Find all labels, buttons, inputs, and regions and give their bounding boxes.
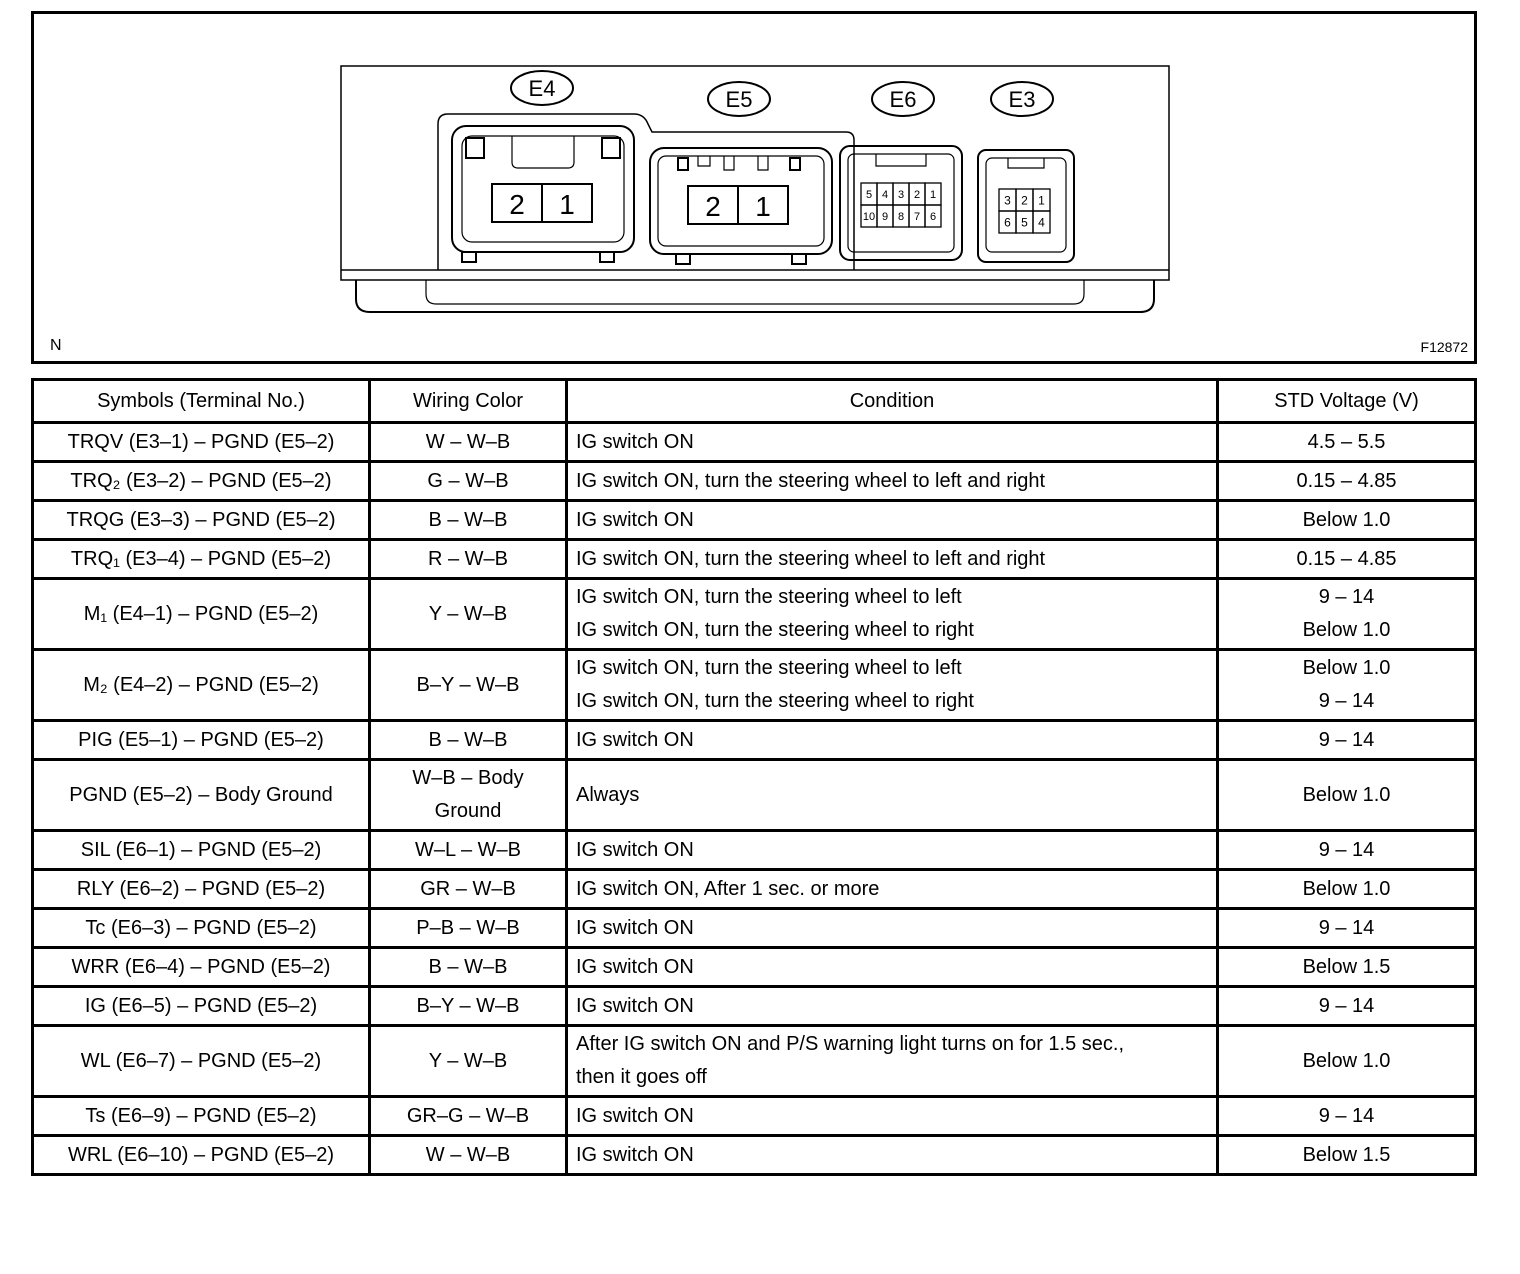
condition-text: IG switch ON [576,838,694,861]
symbol-cell [33,650,370,721]
table-header-row [33,380,1476,423]
std-voltage-cell [1218,462,1476,501]
std-voltage-text: Below 1.0 [1302,657,1391,679]
condition-cell [567,948,1218,987]
symbol-text: PIG (E5–1) – PGND (E5–2) [78,728,324,751]
table-row [33,462,1476,501]
std-voltage-text: 9 – 14 [1318,1104,1375,1127]
std-voltage-cell [1218,540,1476,579]
wiring-color-text: W – W–B [425,1143,511,1166]
connector-e3 [978,82,1074,262]
condition-cell [567,423,1218,462]
table-row [33,423,1476,462]
wiring-color-text: G – W–B [427,469,509,492]
std-voltage-text: Below 1.5 [1302,1143,1391,1166]
e3-pin-1: 1 [1038,193,1045,208]
e6-pin-10: 10 [862,210,876,223]
table-row [33,540,1476,579]
header-wiring-color: Wiring Color [370,380,567,423]
condition-cell [567,987,1218,1026]
std-voltage-cell [1218,501,1476,540]
condition-text: IG switch ON, turn the steering wheel to left [576,657,962,679]
connector-e5 [650,82,832,264]
table-row [33,1026,1476,1097]
condition-text: Always [576,783,640,806]
wiring-color-cell [370,462,567,501]
wiring-color-cell [370,948,567,987]
symbol-text: Ts (E6–9) – PGND (E5–2) [85,1104,317,1127]
std-voltage-text: 9 – 14 [1318,728,1375,751]
condition-cell [567,909,1218,948]
std-voltage-cell [1218,579,1476,650]
wiring-color-text: B – W–B [428,728,508,751]
terminal-voltage-table [31,378,1477,1176]
wiring-color-cell [370,987,567,1026]
wiring-color-text: Y – W–B [428,602,508,625]
e6-label: E6 [889,87,917,112]
condition-text: IG switch ON [576,916,694,939]
e6-pin-6: 6 [929,210,937,223]
std-voltage-text: Below 1.0 [1302,1049,1391,1072]
std-voltage-text: 4.5 – 5.5 [1307,430,1386,453]
std-voltage-text: 9 – 14 [1318,994,1375,1017]
condition-text: IG switch ON [576,994,694,1017]
symbol-text: TRQV (E3–1) – PGND (E5–2) [67,430,335,453]
wiring-color-text: B – W–B [428,955,508,978]
header-symbols: Symbols (Terminal No.) [33,380,370,423]
std-voltage-cell [1218,423,1476,462]
std-voltage-text: 9 – 14 [1318,690,1375,712]
table-row [33,1136,1476,1175]
std-voltage-text: Below 1.5 [1302,955,1391,978]
condition-cell [567,1097,1218,1136]
table-row [33,948,1476,987]
wiring-color-cell [370,760,567,831]
condition-cell [567,579,1218,650]
symbol-cell [33,831,370,870]
table-row [33,650,1476,721]
symbol-text: TRQ₂ (E3–2) – PGND (E5–2) [70,469,332,492]
std-voltage-cell [1218,1097,1476,1136]
symbol-text: M₂ (E4–2) – PGND (E5–2) [83,673,319,696]
symbol-cell [33,909,370,948]
std-voltage-text: 0.15 – 4.85 [1296,469,1397,492]
symbol-text: M₁ (E4–1) – PGND (E5–2) [83,602,319,625]
e5-label: E5 [725,87,753,112]
wiring-color-cell [370,909,567,948]
condition-cell [567,870,1218,909]
wiring-color-cell [370,870,567,909]
std-voltage-cell [1218,1136,1476,1175]
symbol-cell [33,423,370,462]
symbol-text: TRQG (E3–3) – PGND (E5–2) [66,508,336,531]
condition-cell [567,760,1218,831]
wiring-color-cell [370,650,567,721]
condition-text: After IG switch ON and P/S warning light turns on for 1.5 sec., [576,1033,1125,1055]
condition-cell [567,462,1218,501]
connector-e4 [452,71,634,262]
e6-pin-3: 3 [897,188,905,201]
table-row [33,721,1476,760]
std-voltage-text: Below 1.0 [1302,783,1391,806]
std-voltage-cell [1218,870,1476,909]
e4-pin-1: 1 [559,189,575,220]
std-voltage-text: 9 – 14 [1318,838,1375,861]
wiring-color-text: GR – W–B [420,877,516,900]
std-voltage-text: Below 1.0 [1302,619,1391,641]
table-row [33,870,1476,909]
symbol-cell [33,501,370,540]
symbol-cell [33,721,370,760]
condition-text: IG switch ON [576,728,694,751]
wiring-color-text: W–B – Body [412,767,524,789]
connector-e6 [840,82,962,260]
wiring-color-cell [370,1026,567,1097]
symbol-text: WRR (E6–4) – PGND (E5–2) [71,955,331,978]
symbol-cell [33,579,370,650]
std-voltage-cell [1218,1026,1476,1097]
view-label: N [50,337,62,354]
wiring-color-text: W–L – W–B [415,838,521,861]
e5-pin-2: 2 [705,191,721,222]
std-voltage-text: 9 – 14 [1318,586,1375,608]
symbol-text: PGND (E5–2) – Body Ground [69,783,333,806]
table-row [33,909,1476,948]
ecu-connector-drawing [34,14,1474,361]
e6-pin-4: 4 [881,188,889,201]
condition-text: IG switch ON, turn the steering wheel to left and right [576,547,1046,570]
table-row [33,760,1476,831]
e3-pin-2: 2 [1021,193,1028,208]
wiring-color-text: R – W–B [427,547,509,570]
condition-text: IG switch ON [576,508,694,531]
symbol-cell [33,1097,370,1136]
e4-label: E4 [528,76,556,101]
symbol-text: TRQ₁ (E3–4) – PGND (E5–2) [70,547,332,570]
symbol-cell [33,870,370,909]
ecu-housing [341,66,1169,280]
table-row [33,987,1476,1026]
e3-pin-5: 5 [1021,215,1028,230]
condition-cell [567,1026,1218,1097]
wiring-color-cell [370,721,567,760]
condition-cell [567,540,1218,579]
condition-cell [567,831,1218,870]
e3-pin-4: 4 [1038,215,1045,230]
e6-pin-1: 1 [929,188,937,201]
symbol-cell [33,540,370,579]
e6-pin-7: 7 [913,210,921,223]
symbol-text: RLY (E6–2) – PGND (E5–2) [76,877,326,900]
std-voltage-text: 0.15 – 4.85 [1296,547,1397,570]
symbol-cell [33,462,370,501]
e3-pin-3: 3 [1004,193,1011,208]
wiring-color-cell [370,1097,567,1136]
table-row [33,1097,1476,1136]
std-voltage-cell [1218,987,1476,1026]
wiring-color-text: Ground [434,800,502,822]
condition-cell [567,650,1218,721]
condition-cell [567,1136,1218,1175]
wiring-color-cell [370,831,567,870]
wiring-color-text: B–Y – W–B [416,994,520,1017]
header-condition: Condition [567,380,1218,423]
e5-pin-1: 1 [755,191,771,222]
e6-pin-2: 2 [913,188,921,201]
ecu-base [356,280,1154,312]
connector-diagram [31,11,1477,364]
condition-text: IG switch ON, turn the steering wheel to right [576,619,974,641]
condition-text: IG switch ON [576,955,694,978]
table-row [33,579,1476,650]
e4-pin-2: 2 [509,189,525,220]
e6-pin-5: 5 [865,188,873,201]
wiring-color-text: GR–G – W–B [406,1104,530,1127]
symbol-text: WL (E6–7) – PGND (E5–2) [80,1049,322,1072]
symbol-cell [33,987,370,1026]
wiring-color-text: P–B – W–B [416,916,520,939]
std-voltage-cell [1218,650,1476,721]
wiring-color-cell [370,501,567,540]
symbol-text: WRL (E6–10) – PGND (E5–2) [67,1143,334,1166]
condition-text: IG switch ON, After 1 sec. or more [576,877,880,900]
header-std-voltage: STD Voltage (V) [1218,380,1476,423]
condition-text: IG switch ON [576,1143,694,1166]
symbol-text: IG (E6–5) – PGND (E5–2) [84,994,318,1017]
std-voltage-cell [1218,948,1476,987]
figure-id: F12872 [1420,339,1468,355]
symbol-cell [33,948,370,987]
wiring-color-cell [370,423,567,462]
condition-text: IG switch ON [576,430,694,453]
condition-text: IG switch ON [576,1104,694,1127]
e3-pin-6: 6 [1004,215,1011,230]
std-voltage-text: 9 – 14 [1318,916,1375,939]
e6-pin-8: 8 [897,210,905,223]
e6-pin-9: 9 [881,210,889,223]
condition-text: IG switch ON, turn the steering wheel to left [576,586,962,608]
symbol-text: SIL (E6–1) – PGND (E5–2) [80,838,322,861]
condition-text: IG switch ON, turn the steering wheel to right [576,690,974,712]
std-voltage-cell [1218,760,1476,831]
condition-text: IG switch ON, turn the steering wheel to left and right [576,469,1046,492]
e3-pin-grid [999,189,1050,233]
table-row [33,831,1476,870]
wiring-color-text: B–Y – W–B [416,673,520,696]
e3-label: E3 [1008,87,1036,112]
wiring-color-text: W – W–B [425,430,511,453]
std-voltage-text: Below 1.0 [1302,877,1391,900]
condition-cell [567,721,1218,760]
table-row [33,501,1476,540]
wiring-color-text: Y – W–B [428,1049,508,1072]
wiring-color-cell [370,540,567,579]
std-voltage-cell [1218,721,1476,760]
symbol-text: Tc (E6–3) – PGND (E5–2) [85,916,317,939]
e6-pin-grid [861,183,941,227]
condition-cell [567,501,1218,540]
symbol-cell [33,760,370,831]
wiring-color-cell [370,579,567,650]
std-voltage-cell [1218,909,1476,948]
std-voltage-cell [1218,831,1476,870]
symbol-cell [33,1026,370,1097]
condition-text: then it goes off [576,1066,707,1088]
wiring-color-cell [370,1136,567,1175]
symbol-cell [33,1136,370,1175]
std-voltage-text: Below 1.0 [1302,508,1391,531]
wiring-color-text: B – W–B [428,508,508,531]
